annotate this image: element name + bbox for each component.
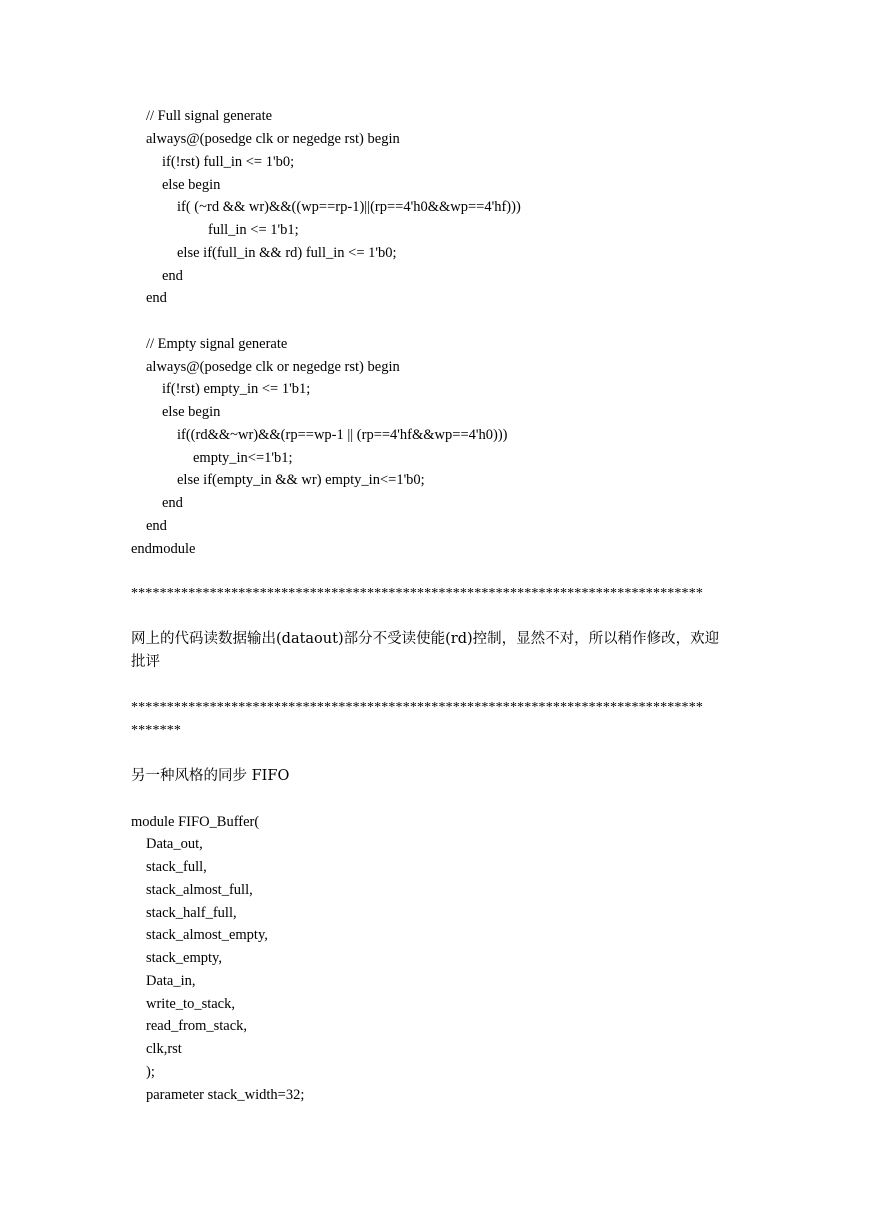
code-line: endmodule	[131, 541, 196, 557]
code-line: if(!rst) full_in <= 1'b0;	[162, 154, 295, 170]
code-line: else if(full_in && rd) full_in <= 1'b0;	[177, 245, 397, 261]
code-line: stack_half_full,	[146, 905, 237, 921]
separator-line: ********************************************************************************	[131, 586, 703, 601]
code-line: );	[146, 1064, 155, 1080]
code-line: else begin	[162, 177, 221, 193]
code-line: end	[162, 268, 183, 284]
code-line: end	[146, 290, 167, 306]
code-line: stack_almost_empty,	[146, 927, 268, 943]
code-line: write_to_stack,	[146, 996, 235, 1012]
code-line: always@(posedge clk or negedge rst) begin	[146, 359, 400, 375]
code-line: stack_almost_full,	[146, 882, 253, 898]
code-line: module FIFO_Buffer(	[131, 814, 260, 830]
code-line: if(!rst) empty_in <= 1'b1;	[162, 381, 311, 397]
code-line: if((rd&&~wr)&&(rp==wp-1 || (rp==4'hf&&wp==4'h0)))	[177, 427, 508, 443]
note-text-line-2: 批评	[131, 654, 160, 670]
note-text-line-1: 网上的代码读数据输出(dataout)部分不受读使能(rd)控制，显然不对，所以稍作修改，欢迎	[131, 631, 720, 647]
code-line: // Empty signal generate	[146, 336, 288, 352]
code-line: Data_out,	[146, 836, 203, 852]
code-line: stack_full,	[146, 859, 207, 875]
code-line: Data_in,	[146, 973, 196, 989]
section-heading: 另一种风格的同步 FIFO	[131, 768, 290, 784]
code-line: if( (~rd && wr)&&((wp==rp-1)||(rp==4'h0&&wp==4'hf)))	[177, 199, 521, 215]
code-line: always@(posedge clk or negedge rst) begin	[146, 131, 400, 147]
code-line: read_from_stack,	[146, 1018, 248, 1034]
code-line: end	[146, 518, 167, 534]
separator-line: ********************************************************************************	[131, 700, 703, 715]
code-line: // Full signal generate	[146, 108, 273, 124]
code-line: full_in <= 1'b1;	[208, 222, 299, 238]
code-line: clk,rst	[146, 1041, 182, 1057]
code-line: parameter stack_width=32;	[146, 1087, 305, 1103]
code-line: else begin	[162, 404, 221, 420]
separator-line-continued: *******	[131, 723, 182, 738]
code-line: stack_empty,	[146, 950, 222, 966]
code-line: end	[162, 495, 183, 511]
code-line: else if(empty_in && wr) empty_in<=1'b0;	[177, 472, 425, 488]
code-line: empty_in<=1'b1;	[193, 450, 293, 466]
